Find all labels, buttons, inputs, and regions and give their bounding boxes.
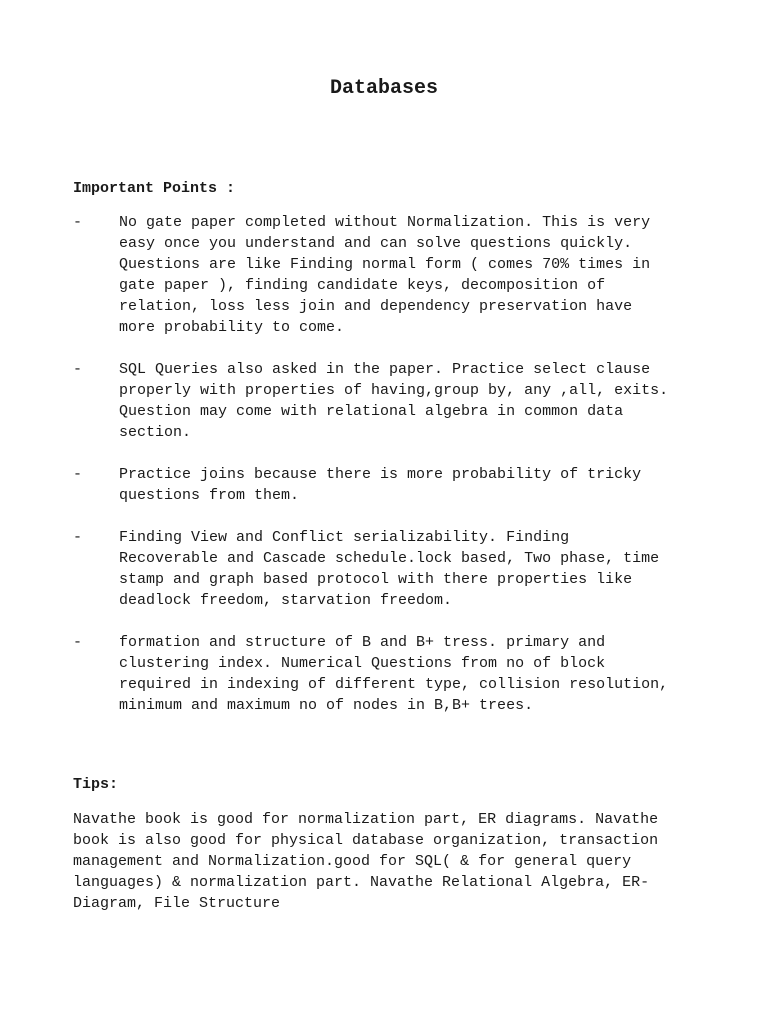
list-item: [73, 632, 713, 716]
page-title: Databases: [329, 77, 439, 100]
list-item: [73, 464, 713, 506]
dash-bullet: -: [73, 466, 83, 483]
point-text: formation and structure of B and B+ tress. primary and clustering index. Numerical Questions from no of block required in indexing of different type, collision resolution, minimum and maximum no of nodes in B,B+ trees.: [119, 634, 669, 714]
important-points-heading: Important Points :: [73, 180, 236, 197]
point-text: Practice joins because there is more probability of tricky questions from them.: [119, 466, 642, 504]
tips-paragraph: Navathe book is good for normalization part, ER diagrams. Navathe book is also good for physical database organization, transaction management and Normalization.good for SQL( & for general query languages) & normalization part. Navathe Relational Algebra, ER- Diagram, File Structure: [73, 811, 659, 912]
list-item: [73, 212, 713, 338]
dash-bullet: -: [73, 634, 83, 651]
list-item: [73, 527, 713, 611]
point-text: SQL Queries also asked in the paper. Practice select clause properly with properties of having,group by, any ,all, exits. Question may come with relational algebra in common data section.: [119, 361, 669, 441]
point-text: No gate paper completed without Normalization. This is very easy once you understand and can solve questions quickly. Questions are like Finding normal form ( comes 70% times in gate paper ), finding candidate keys, decomposition of relation, loss less join and dependency preservation have more probability to come.: [119, 214, 651, 336]
dash-bullet: -: [73, 214, 83, 231]
list-item: [73, 359, 713, 443]
dash-bullet: -: [73, 361, 83, 378]
point-text: Finding View and Conflict serializability. Finding Recoverable and Cascade schedule.lock based, Two phase, time stamp and graph based protocol with there properties like deadlock freedom, starvation freedom.: [119, 529, 660, 609]
important-points-list: [73, 212, 713, 737]
dash-bullet: -: [73, 529, 83, 546]
tips-heading: Tips:: [73, 776, 119, 793]
